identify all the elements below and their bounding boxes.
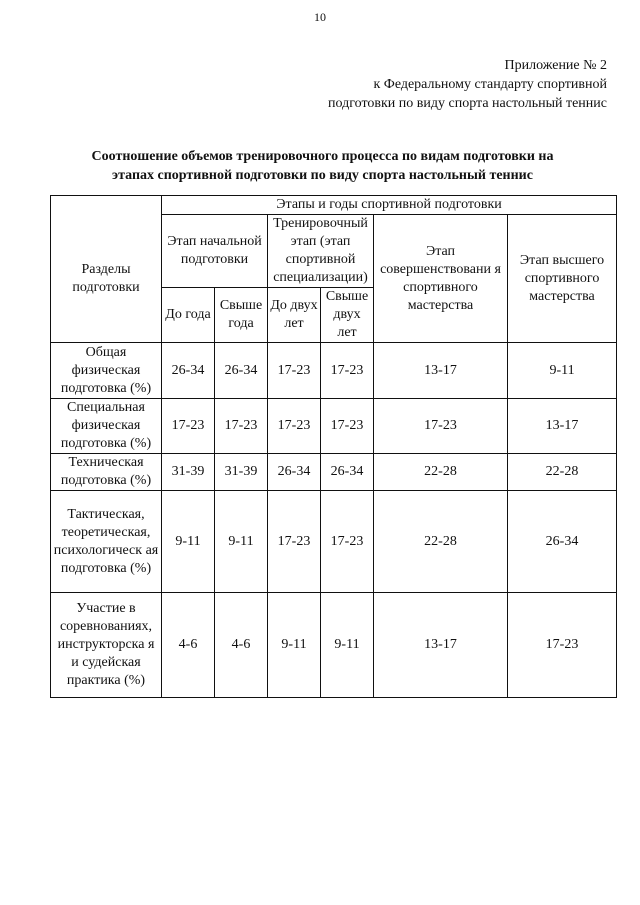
- table-cell: 17-23: [162, 399, 215, 454]
- table-cell: 17-23: [508, 593, 617, 698]
- row-label: Тактическая, теоретическая, психологическ ая подготовка (%): [51, 491, 162, 593]
- header-initial-up-to-year: До года: [162, 288, 215, 343]
- table-cell: 9-11: [268, 593, 321, 698]
- header-training-over-two-years: Свыше двух лет: [321, 288, 374, 343]
- table-cell: 22-28: [374, 491, 508, 593]
- table-cell: 9-11: [508, 343, 617, 399]
- table-row: [51, 593, 617, 698]
- header-stage-training: Тренировочный этап (этап спортивной специализации): [268, 215, 374, 288]
- table-cell: 13-17: [508, 399, 617, 454]
- header-stage-initial: Этап начальной подготовки: [162, 215, 268, 288]
- header-stage-highest: Этап высшего спортивного мастерства: [508, 215, 617, 343]
- row-label: Специальная физическая подготовка (%): [51, 399, 162, 454]
- table-cell: 26-34: [268, 454, 321, 491]
- table-cell: 9-11: [215, 491, 268, 593]
- table-row: [51, 399, 617, 454]
- title-line-1: Соотношение объемов тренировочного процесса по видам подготовки на: [91, 149, 554, 164]
- table-row: [51, 343, 617, 399]
- table-cell: 13-17: [374, 343, 508, 399]
- table-cell: 17-23: [215, 399, 268, 454]
- document-title: [40, 147, 605, 185]
- row-label: Участие в соревнованиях, инструкторска я и судейская практика (%): [51, 593, 162, 698]
- table-cell: 26-34: [508, 491, 617, 593]
- table-cell: 17-23: [268, 491, 321, 593]
- appendix-line-3: подготовки по виду спорта настольный теннис: [328, 96, 607, 111]
- row-label: Общая физическая подготовка (%): [51, 343, 162, 399]
- table-cell: 31-39: [215, 454, 268, 491]
- header-stage-improvement: Этап совершенствовани я спортивного мастерства: [374, 215, 508, 343]
- title-line-2: этапах спортивной подготовки по виду спорта настольный теннис: [112, 168, 533, 183]
- table-cell: 17-23: [321, 491, 374, 593]
- row-label: Техническая подготовка (%): [51, 454, 162, 491]
- table-cell: 31-39: [162, 454, 215, 491]
- table-cell: 4-6: [162, 593, 215, 698]
- table-cell: 17-23: [268, 399, 321, 454]
- header-sections: Разделы подготовки: [51, 196, 162, 343]
- table-cell: 17-23: [374, 399, 508, 454]
- table-cell: 17-23: [268, 343, 321, 399]
- appendix-line-1: Приложение № 2: [504, 58, 607, 73]
- table-cell: 17-23: [321, 343, 374, 399]
- table-cell: 9-11: [162, 491, 215, 593]
- table-cell: 9-11: [321, 593, 374, 698]
- table-row: [51, 491, 617, 593]
- header-stages-years: Этапы и годы спортивной подготовки: [162, 196, 617, 215]
- table-cell: 13-17: [374, 593, 508, 698]
- appendix-line-2: к Федеральному стандарту спортивной: [373, 77, 607, 92]
- table-cell: 26-34: [162, 343, 215, 399]
- appendix-header: [328, 56, 607, 113]
- header-training-up-to-two-years: До двух лет: [268, 288, 321, 343]
- header-initial-over-year: Свыше года: [215, 288, 268, 343]
- training-ratio-table: [50, 195, 617, 698]
- table-cell: 4-6: [215, 593, 268, 698]
- page-number: 10: [314, 10, 326, 24]
- table-cell: 17-23: [321, 399, 374, 454]
- table-row: [51, 454, 617, 491]
- table-cell: 26-34: [215, 343, 268, 399]
- table-cell: 22-28: [508, 454, 617, 491]
- table-cell: 26-34: [321, 454, 374, 491]
- table-cell: 22-28: [374, 454, 508, 491]
